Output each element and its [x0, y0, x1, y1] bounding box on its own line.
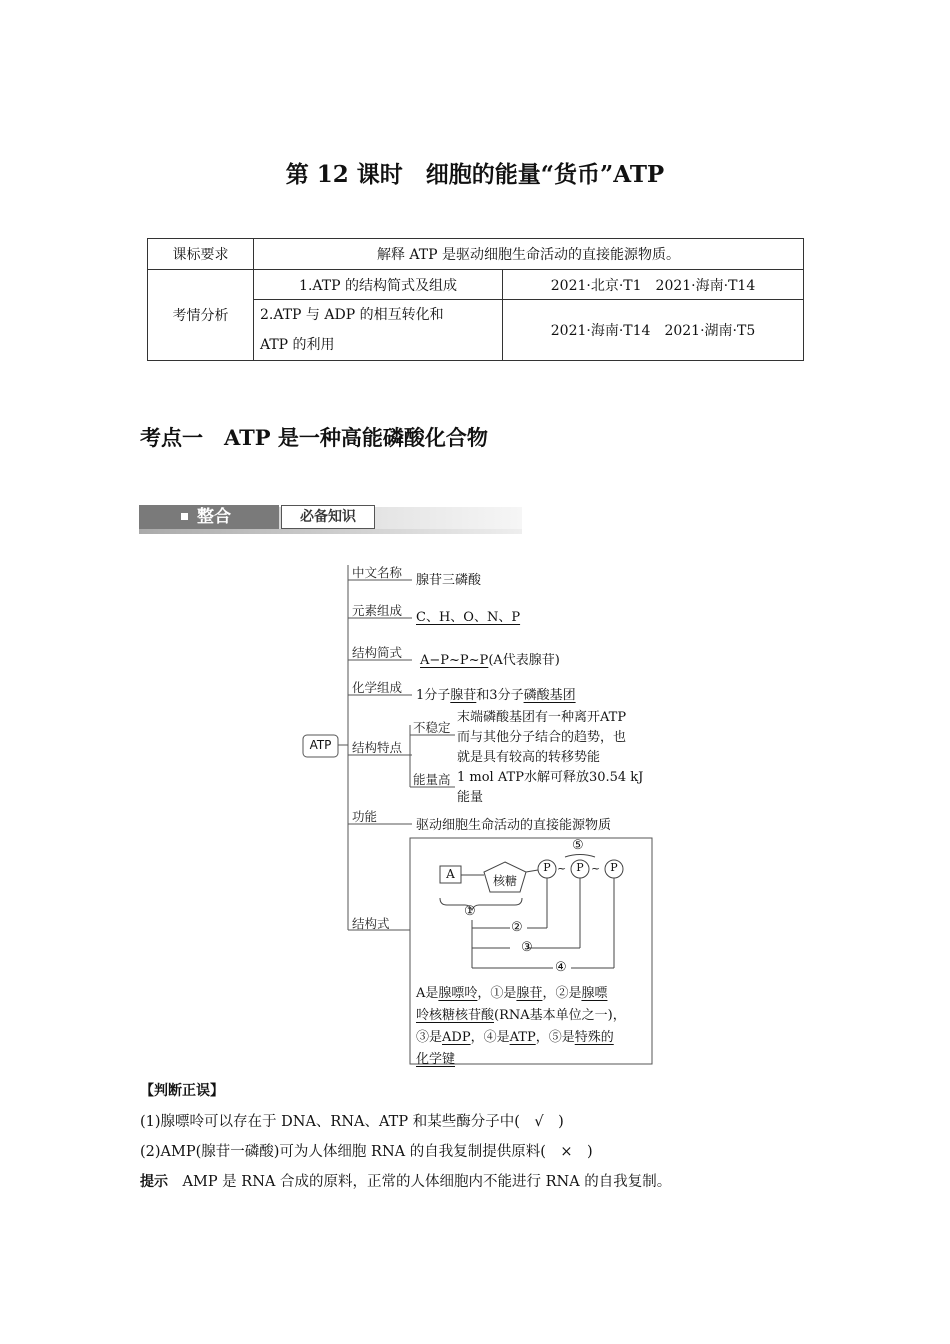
row-label-analysis: 考情分析 — [148, 270, 254, 361]
energy-text — [457, 768, 643, 808]
struct-label: 结构式 — [352, 916, 390, 931]
marker-1: ① — [464, 904, 476, 919]
feat-label: 结构特点 — [352, 740, 403, 755]
phosphate-1: P — [543, 861, 551, 874]
marker-4: ④ — [555, 960, 567, 975]
hint-text: AMP 是 RNA 合成的原料，正常的人体细胞内不能进行 RNA 的自我复制。 — [182, 1174, 672, 1190]
formula-row — [420, 649, 560, 668]
formula-value: A−P~P~P — [420, 653, 489, 668]
func-value: 驱动细胞生命活动的直接能源物质 — [416, 818, 612, 833]
marker-5: ⑤ — [572, 838, 584, 853]
desc-l1e: ，②是 — [542, 986, 582, 1001]
elem-label: 元素组成 — [352, 603, 403, 618]
unstable-line1: 末端磷酸基团有一种离开ATP — [457, 710, 627, 725]
unstable-label: 不稳定 — [413, 720, 451, 735]
desc-line3 — [416, 1027, 626, 1049]
judge-q2: (2)AMP(腺苷一磷酸)可为人体细胞 RNA 的自我复制提供原料( × ) — [140, 1144, 593, 1160]
standard-value: 解释 ATP 是驱动细胞生命活动的直接能源物质。 — [254, 239, 804, 270]
desc-l2a: 呤核糖核苷酸 — [416, 1008, 495, 1023]
chem-label: 化学组成 — [352, 680, 403, 695]
desc-line1 — [416, 983, 626, 1005]
desc-line2 — [416, 1005, 626, 1027]
phosphate-2: P — [576, 861, 584, 874]
page-title: 第 12 课时 细胞的能量“货币”ATP — [285, 161, 665, 188]
desc-line4 — [416, 1049, 626, 1071]
bond-tilde-2: ~ — [591, 862, 601, 875]
desc-l2b: (RNA基本单位之一)， — [494, 1008, 626, 1023]
desc-l1a: A是 — [416, 986, 439, 1001]
banner-box: 必备知识 — [281, 505, 375, 529]
judge-q1: (1)腺嘌呤可以存在于 DNA、RNA、ATP 和某些酶分子中( √ ) — [140, 1114, 564, 1130]
ribose-label: 核糖 — [492, 874, 517, 888]
elem-value: C、H、O、N、P — [416, 610, 521, 625]
func-label: 功能 — [352, 809, 378, 824]
formula-note: (A代表腺苷) — [488, 653, 560, 668]
marker-3: ③ — [521, 940, 533, 955]
adenine-box: A — [446, 867, 455, 881]
diagram-description — [416, 983, 626, 1071]
desc-l1c: ，①是 — [477, 986, 517, 1001]
unstable-text — [457, 708, 626, 768]
desc-l1d: 腺苷 — [516, 986, 543, 1001]
energy-line2: 能量 — [457, 790, 484, 805]
chem-u1: 腺苷 — [450, 688, 477, 703]
judge-heading: 【判断正误】 — [140, 1083, 224, 1099]
chem-u2: 磷酸基团 — [523, 688, 576, 703]
chem-row — [416, 684, 576, 703]
energy-label: 能量高 — [413, 772, 451, 787]
desc-l3e: ，⑤是 — [535, 1030, 575, 1045]
section-heading: 考点一 ATP 是一种高能磷酸化合物 — [140, 425, 488, 450]
desc-l1f: 腺嘌 — [581, 986, 608, 1001]
formula-label: 结构简式 — [352, 645, 403, 660]
bond-tilde-1: ~ — [557, 862, 567, 875]
mindmap-root: ATP — [309, 738, 332, 752]
analysis-item-2-line1: 2.ATP 与 ADP 的相互转化和 — [260, 307, 444, 323]
desc-l3f: 特殊的 — [574, 1030, 614, 1045]
judge-hint — [140, 1170, 671, 1191]
marker-2: ② — [511, 920, 523, 935]
row-label-standard: 课标要求 — [148, 239, 254, 270]
energy-line1: 1 mol ATP水解可释放30.54 kJ — [457, 770, 644, 785]
analysis-item-1-ref: 2021·北京·T1 2021·海南·T14 — [503, 270, 804, 300]
phosphate-3: P — [610, 861, 618, 874]
desc-l1b: 腺嘌呤 — [438, 986, 478, 1001]
analysis-item-2-ref: 2021·海南·T14 2021·湖南·T5 — [503, 300, 804, 361]
unstable-line2: 而与其他分子结合的趋势，也 — [457, 730, 627, 745]
desc-l3d: ATP — [509, 1030, 536, 1045]
chem-pre: 1分子 — [416, 688, 451, 703]
hint-label: 提示 — [140, 1174, 168, 1190]
analysis-item-1: 1.ATP 的结构简式及组成 — [254, 270, 503, 300]
desc-l3b: ADP — [442, 1030, 471, 1045]
desc-l3a: ③是 — [416, 1030, 443, 1045]
chem-mid: 和3分子 — [476, 688, 524, 703]
unstable-line3: 就是具有较高的转移势能 — [457, 750, 601, 765]
desc-l3c: ，④是 — [470, 1030, 510, 1045]
name-label: 中文名称 — [352, 565, 403, 580]
banner-label: 整合 — [197, 507, 231, 527]
name-value: 腺苷三磷酸 — [416, 573, 482, 588]
analysis-item-2-line2: ATP 的利用 — [260, 337, 335, 353]
desc-l4: 化学键 — [416, 1052, 456, 1067]
